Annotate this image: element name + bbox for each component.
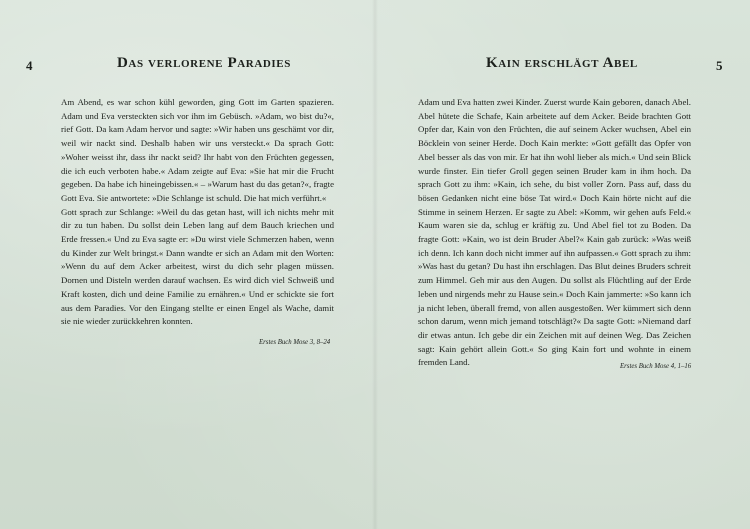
left-paragraph-1: Am Abend, es war schon kühl geworden, ging Gott im Garten spazieren. Adam und Eva versteckten sich vor ihm im Gebüsch. »Adam, wo bist du?«, rief Gott. Da kam Adam hervor und sagte: »Wir haben uns geschämt vor dir, weil wir nackt sind. Deshalb haben wir uns versteckt.« Da sprach Gott: »Woher weisst ihr, dass ihr nackt seid? Ihr habt von den Früchten gegessen, die ich euch verboten habe.« Adam zeigte auf Eva: »Sie hat mir die Frucht gegeben. Da habe ich hineingebissen.« – »Warum hast du das getan?«, fragte Gott Eva. Sie antwortete: »Die Schlange ist schuld. Die hat mich verführt.« bbox=[61, 97, 334, 203]
page-gutter bbox=[372, 0, 378, 529]
right-paragraph-1: Adam und Eva hatten zwei Kinder. Zuerst wurde Kain geboren, danach Abel. Abel hütete die Schafe, Kain arbeitete auf dem Acker. Beide brachten Gott Opfer dar, Kain von den Früchten, die auf seinem Acker wuchsen, Abel ein Böcklein von seiner Herde. Doch Kain merkte: »Gott gefällt das Opfer von Abel besser als das von mir. Er hat ihn wohl lieber als mich.« Und sein Blick wurde finster. Ein tiefer Groll gegen seinen Bruder kam in ihm hoch. Da sprach Gott zu ihm: »Kain, ich sehe, du bist voller Zorn. Pass auf, dass du bösen Gedanken nicht eine böse Tat wird.« Doch Kain hörte nicht auf die Stimme in seinem Herzen. Er sagte zu Abel: »Komm, wir gehen aufs Feld.« Kaum waren sie da, schlug er kräftig zu. Und Abel fiel tot zu Boden. Da fragte Gott: »Kain, wo ist dein Bruder Abel?« Kain gab zurück: »Was weiß ich denn. Ich kann doch nicht immer auf ihn aufpassen.« Gott sprach zu ihm: »Was hast du getan? Du hast ihn erschlagen. Das Blut deines Bruders schreit zum Himmel. Geh mir aus den Augen. Du sollst als Flüchtling auf der Erde leben und nirgends mehr zu Hause sein.« Doch Kain jammerte: »So kann ich ja nicht leben, überall fremd, von allen ausgestoßen. Wer kümmert sich denn schon darum, wenn mich jemand totschlägt?« Da sagte Gott: »Niemand darf dir etwas antun. Ich gebe dir ein Zeichen mit auf deinen Weg. Das Zeichen sagt: Kain gehört allein Gott.« So ging Kain fort und wohnte in einem fremden Land. bbox=[418, 97, 691, 368]
left-page-title: Das verlorene Paradies bbox=[117, 55, 291, 71]
right-page-title: Kain erschlägt Abel bbox=[486, 55, 638, 71]
right-page-body bbox=[418, 96, 691, 370]
right-page-source: Erstes Buch Mose 4, 1–16 bbox=[620, 363, 692, 370]
left-paragraph-2: Gott sprach zur Schlange: »Weil du das getan hast, will ich nichts mehr mit dir zu tun haben. Du sollst dein Leben lang auf dem Bauch kriechen und Erde fressen.« Und zu Eva sagte er: »Du wirst viele Schmerzen haben, wenn du Kinder zur Welt bringst.« Dann wandte er sich an Adam mit den Worten: »Wenn du auf dem Acker arbeitest, wirst du dich sehr plagen müssen. Dornen und Disteln werden darauf wachsen. Es wird dich viel Schweiß und Kraft kosten, dich und deine Familie zu ernähren.« Und er schickte sie fort aus dem Paradies. Vor den Eingang stellte er einen Engel als Wache, damit sie nie wieder zurückkehren konnten. bbox=[61, 206, 334, 327]
left-page-body bbox=[61, 96, 334, 329]
left-page-number: 4 bbox=[26, 58, 33, 73]
right-page-number: 5 bbox=[716, 58, 723, 73]
left-page-source: Erstes Buch Mose 3, 8–24 bbox=[259, 339, 331, 346]
